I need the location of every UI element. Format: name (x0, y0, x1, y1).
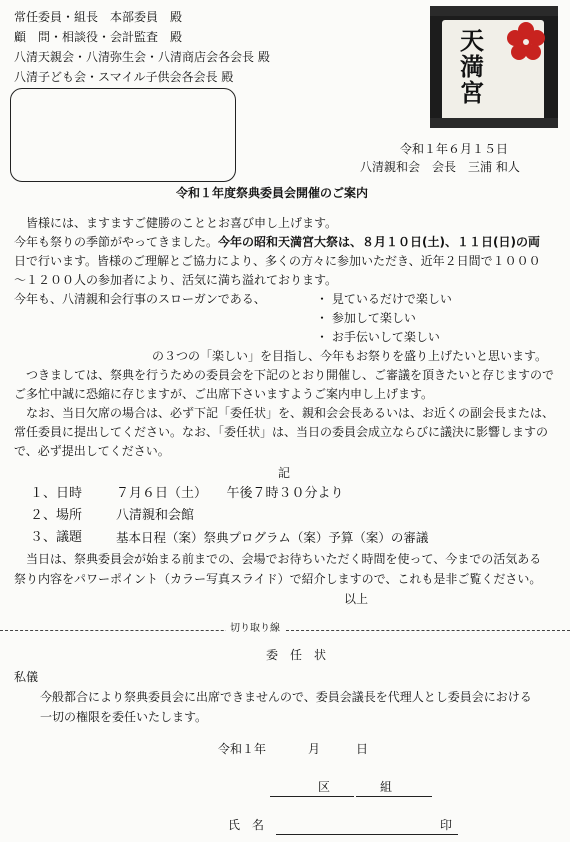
body-absence-line-2: 常任委員に提出してください。なお、「委任状」は、当日の委員会成立ならびに議決に影響しますの (14, 425, 549, 439)
festival-date-highlight: 今年の昭和天満宮大祭は、８月１０日(土)、１１日(日)の両 (218, 235, 540, 249)
district-field (270, 782, 354, 797)
note-line-2: 祭り内容をパワーポイント（カラー写真スライド）で紹介しますので、これも是非ご覧ください。 (14, 572, 542, 586)
body-absence-line-3: で、必ず提出してください。 (14, 444, 170, 458)
body-meeting-line-2: ご多忙中誠に恐縮に存じますが、ご出席下さいますようご案内申し上げます。 (14, 387, 434, 401)
name-field (276, 820, 458, 835)
body-greeting: 皆様には、ますますご健勝のこととお喜び申し上げます。 (26, 216, 338, 230)
sender: 八清親和会 会長 三浦 和人 (360, 160, 520, 174)
proxy-watashi: 私儀 (14, 670, 39, 684)
seal-label: 印 (440, 818, 453, 832)
ki-heading: 記 (278, 466, 291, 480)
proxy-day-label: 日 (356, 742, 369, 756)
body-slogan-intro: 今年も、八清親和会行事のスローガンである、 (14, 292, 266, 306)
body-meeting-line-1: つきましては、祭典を行うための委員会を下記のとおり開催し、ご審議を頂きたいと存じますので (26, 368, 555, 382)
group-label: 組 (380, 780, 393, 794)
item-datetime-label: １、日時 (30, 486, 83, 501)
recipient-line-2: 顧 問・相談役・会計監査 殿 (14, 30, 183, 44)
proxy-month-label: 月 (308, 742, 321, 756)
lantern-text: 天 満 宮 (460, 26, 484, 107)
lantern-photo (430, 6, 558, 128)
recipient-line-3: 八清天親会・八清弥生会・八清商店会各会長 殿 (14, 50, 270, 64)
proxy-text-line-1: 今般都合により祭典委員会に出席できませんので、委員会議長を代理人とし委員会における (40, 690, 532, 704)
page-title: 令和１年度祭典委員会開催のご案内 (176, 186, 369, 200)
slogan-2: ・ 参加して楽しい (316, 311, 416, 325)
proxy-title: 委 任 状 (266, 648, 327, 662)
item-datetime-value: ７月６日（土） 午後７時３０分より (116, 486, 344, 501)
item-agenda-label: ３、議題 (30, 530, 83, 545)
item-place-value: 八清親和会館 (116, 508, 195, 523)
body-festival-line-2: 日で行います。皆様のご理解とご協力により、多くの方々に参加いただき、近年２日間で１０００ (14, 254, 541, 268)
name-label: 氏 名 (228, 818, 265, 832)
plum-blossom-icon (506, 22, 546, 62)
body-festival-line-1: 今年も祭りの季節がやってきました。今年の昭和天満宮大祭は、８月１０日(土)、１１日(日)の両 (14, 235, 540, 249)
slogan-1: ・ 見ているだけで楽しい (316, 292, 452, 306)
body-three-fun: の３つの「楽しい」を目指し、今年もお祭りを盛り上げたいと思います。 (152, 349, 548, 363)
address-box (10, 88, 236, 182)
ijou-closing: 以上 (344, 592, 369, 606)
cut-line (0, 630, 570, 631)
item-agenda-value: 基本日程（案）祭典プログラム（案）予算（案）の審議 (116, 530, 429, 545)
body-absence-line-1: なお、当日欠席の場合は、必ず下記「委任状」を、親和会会長あるいは、お近くの副会長または、 (26, 406, 555, 420)
item-place-label: ２、場所 (30, 508, 83, 523)
note-line-1: 当日は、祭典委員会が始まる前までの、会場でお待ちいただく時間を使って、今までの活気ある (26, 552, 542, 566)
slogan-3: ・ お手伝いして楽しい (316, 330, 440, 344)
cut-line-label: 切り取り線 (226, 623, 284, 635)
proxy-text-line-2: 一切の権限を委任いたします。 (40, 710, 208, 724)
document-date: 令和１年６月１５日 (400, 142, 509, 156)
district-label: 区 (318, 780, 331, 794)
recipient-line-4: 八清子ども会・スマイル子供会各会長 殿 (14, 70, 234, 84)
body-festival-line-3: ～１２００人の参加者により、活気に満ち溢れております。 (14, 273, 338, 287)
group-field (356, 782, 432, 797)
proxy-date-era: 令和１年 (218, 742, 267, 756)
recipient-line-1: 常任委員・組長 本部委員 殿 (14, 10, 183, 24)
